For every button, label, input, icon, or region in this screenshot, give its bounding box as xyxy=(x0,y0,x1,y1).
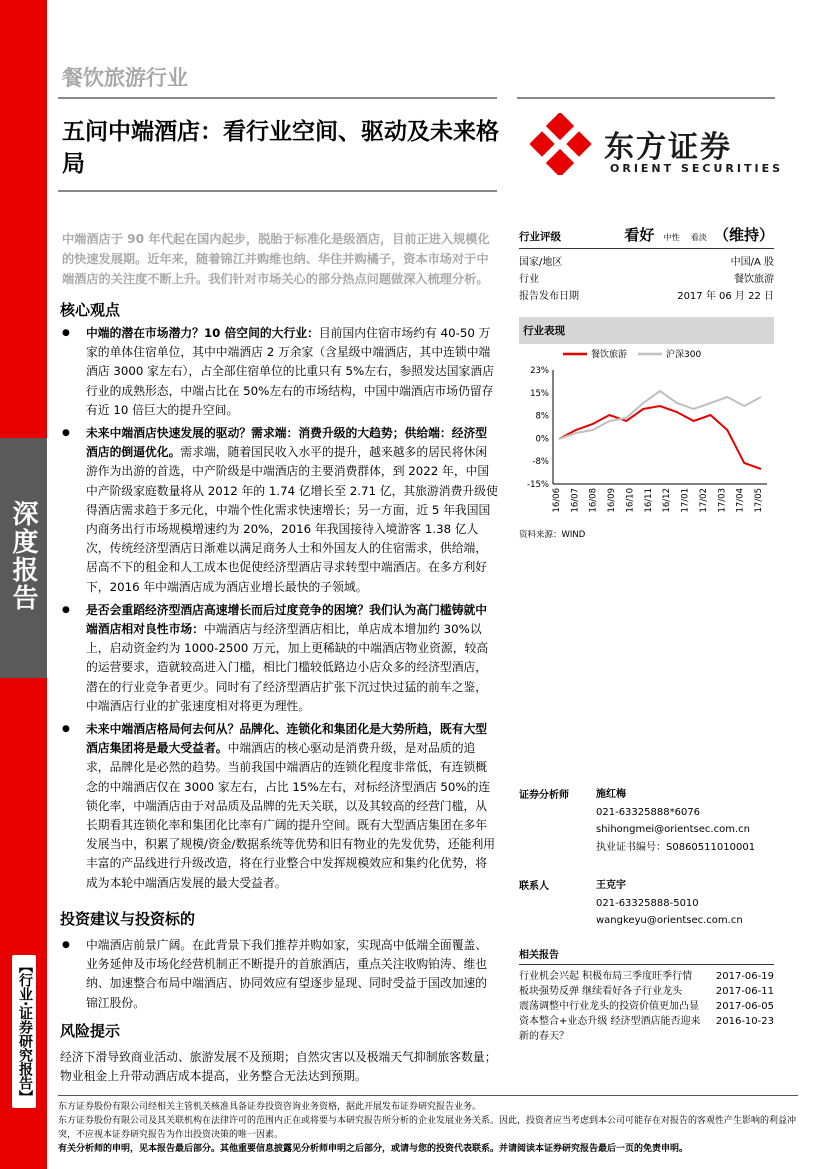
contact-phone: 021-63325888-5010 xyxy=(596,897,699,909)
legend-label: 沪深300 xyxy=(666,350,702,360)
analyst-phone: 021-63325888*6076 xyxy=(596,806,701,818)
bullet-text: 中端酒店的核心驱动是消费升级，是对品质的追求，品牌化是必然的趋势。当前我国中端酒店的连锁化程度非常低，有连锁概念的中端酒店仅在 3000 家左右，占比 15%左右，对标经济型酒店 50%的连锁化率，中端酒店由于对品质及品牌的先天关联，以及其较高的经营门槛，从长期看其连锁化率和集团化比率有广阔的提升空间。既有大型酒店集团在多年发展当中，积累了规模/资金/数据系统等优势和旧有物业的先发优势，还能利用丰富的产品线进行升级改造，将在行业整合中发挥规模效应和集约化优势，将成为本轮中端酒店发展的最大受益者。 xyxy=(86,741,496,890)
bullet-lead: 是否会重蹈经济型酒店高速增长而后过度竞争的困境？我们认为高门槛铸就中端酒店相对良性市场： xyxy=(86,602,488,637)
related-item[interactable] xyxy=(519,1014,774,1044)
related-date: 2016-10-23 xyxy=(715,1016,774,1027)
related-title[interactable]: 行业机会兴起 积极布局三季度旺季行情 xyxy=(519,971,693,982)
bullet-text: 中端酒店与经济型酒店相比，单店成本增加约 30%以上，启动资金约为 1000-2500 万元，加上更稀缺的中端酒店物业资源，较高的运营要求，造就较高进入门槛，相比门槛较低路边小店众多的经济型酒店，潜在的行业竞争者更少。同时有了经济型酒店扩张下沉过快过猛的前车之鉴，中端酒店行业的扩张速度相对将更为理性。 xyxy=(86,622,489,713)
y-tick-label: 8% xyxy=(535,411,549,422)
legend-label: 餐饮旅游 xyxy=(591,350,628,360)
y-tick-label: -15% xyxy=(527,480,549,490)
list-item xyxy=(60,601,498,716)
footer-line-conflict: 东方证券股份有限公司及其关联机构在法律许可的范围内正在或将要与本研究报告所分析的企业发展业务关系。因此，投资者应当考虑到本公司可能存在对报告的客观性产生影响的利益冲突，不应视本证券研究报告为作出投资决策的唯一因素。 xyxy=(58,1116,797,1140)
rating-value: 看好 xyxy=(624,226,655,244)
analyst-name: 施红梅 xyxy=(596,789,626,800)
rating-key: 报告发布日期 xyxy=(519,291,579,302)
rating-row-date xyxy=(519,288,774,305)
contact-name: 王克宇 xyxy=(596,880,626,891)
y-tick-label: 23% xyxy=(530,366,549,376)
bullet-lead: 未来中端酒店快速发展的驱动？需求端：消费升级的大趋势；供给端：经济型酒店的倒逼优化。 xyxy=(86,426,488,460)
footer-line-statement: 有关分析师的申明，见本报告最后部分。其他重要信息披露见分析师申明之后部分，或请与您的投资代表联系。并请阅读本证券研究报告最后一页的免责申明。 xyxy=(58,1144,689,1154)
x-tick-label: 16/07 xyxy=(570,488,581,513)
x-tick-label: 17/01 xyxy=(680,488,691,513)
investment-heading: 投资建议与投资标的 xyxy=(60,910,196,928)
logo-text-en: ORIENT SECURITIES xyxy=(610,162,784,175)
orient-logo-icon xyxy=(530,113,592,175)
risk-heading: 风险提示 xyxy=(60,1022,121,1040)
x-tick-label: 16/12 xyxy=(662,488,673,513)
analyst-info xyxy=(596,786,755,856)
related-date: 2017-06-05 xyxy=(715,1001,774,1012)
x-tick-label: 17/04 xyxy=(735,488,746,513)
rating-label: 行业评级 xyxy=(519,231,561,243)
related-title[interactable]: 震荡调整中行业龙头的投资价值更加凸显 xyxy=(519,1001,699,1012)
rating-option-neutral: 中性 xyxy=(663,233,680,242)
related-item[interactable] xyxy=(519,969,774,984)
series-line-餐饮旅游 xyxy=(559,406,761,469)
x-tick-label: 16/09 xyxy=(607,488,618,513)
intro-paragraph: 中端酒店于 90 年代起在国内起步，脱胎于标准化是级酒店，目前正进入规模化的快速发展期。近年来，随着锦江并购维也纳、华住并购橘子，资本市场对于中端酒店的关注度不断上升。我们针对市场关心的部分热点问题做深入梳理分析。 xyxy=(62,232,490,286)
investment-list xyxy=(60,936,498,1017)
related-heading: 相关报告 xyxy=(519,946,774,965)
x-tick-label: 17/03 xyxy=(717,488,728,513)
related-title[interactable]: 资本整合+业态升级 经济型酒店能否迎来新的春天？ xyxy=(519,1016,701,1042)
chart-title: 行业表现 xyxy=(519,317,774,344)
sector-label: 餐饮旅游行业 xyxy=(62,66,188,90)
footer-disclaimer xyxy=(58,1100,798,1156)
list-item xyxy=(60,720,498,893)
contact-email[interactable]: wangkeyu@orientsec.com.cn xyxy=(596,915,743,926)
series-line-沪深300 xyxy=(559,391,761,439)
related-item[interactable] xyxy=(519,999,774,1014)
industry-performance-panel xyxy=(519,317,774,344)
analyst-cert: 执业证书编号：S0860511010001 xyxy=(596,841,756,853)
bullet-lead: 中端的潜在市场潜力？10 倍空间的大行业： xyxy=(86,326,319,340)
list-item xyxy=(60,324,498,420)
related-date: 2017-06-19 xyxy=(715,971,774,982)
analyst-email[interactable]: shihongmei@orientsec.com.cn xyxy=(596,824,750,835)
x-tick-label: 16/08 xyxy=(588,488,599,513)
core-views-list xyxy=(60,324,498,897)
contact-label: 联系人 xyxy=(519,881,549,892)
risk-text: 经济下滑导致商业活动、旅游发展不及预期；自然灾害以及极端天气抑制旅客数量；物业租金上升带动酒店成本提高，业务整合无法达到预期。 xyxy=(60,1050,497,1083)
page-title: 五问中端酒店：看行业空间、驱动及未来格局 xyxy=(62,119,499,177)
list-item xyxy=(60,424,498,597)
rating-key: 行业 xyxy=(519,274,539,285)
related-reports xyxy=(519,946,774,1044)
footer-line-qualification: 东方证券股份有限公司经相关主管机关核准具备证券投资咨询业务资格，据此开展发布证券研究报告业务。 xyxy=(58,1102,482,1112)
related-date: 2017-06-11 xyxy=(715,986,774,997)
rating-val: 餐饮旅游 xyxy=(734,274,774,285)
logo-text-cn: 东方证券 xyxy=(604,130,732,165)
x-tick-label: 17/02 xyxy=(698,488,709,513)
footer-divider xyxy=(58,1095,798,1096)
y-tick-label: 0% xyxy=(535,434,549,445)
title-divider xyxy=(58,190,497,192)
related-item[interactable] xyxy=(519,984,774,999)
analyst-label: 证券分析师 xyxy=(519,790,569,801)
header-divider xyxy=(58,97,497,99)
rating-key: 国家/地区 xyxy=(519,257,563,268)
report-type-label: 深度报告 xyxy=(8,500,38,612)
rating-val: 中国/A 股 xyxy=(730,257,774,268)
bullet-lead: 未来中端酒店格局何去何从？品牌化、连锁化和集团化是大势所趋，既有大型酒店集团将是最大受益者。 xyxy=(86,722,488,756)
related-title[interactable]: 板块强势反弹 继续看好各子行业龙头 xyxy=(519,986,683,997)
contact-info xyxy=(596,877,743,930)
core-views-heading: 核心观点 xyxy=(60,301,121,319)
y-tick-label: -8% xyxy=(532,457,549,468)
rating-val: 2017 年 06 月 22 日 xyxy=(677,291,774,302)
rating-row-region xyxy=(519,254,774,271)
bullet-text: 需求端，随着国民收入水平的提升，越来越多的居民将休闲游作为出游的首选，中产阶级是中端酒店的主要消费群体，到 2022 年，中国中产阶级家庭数量将从 2012 年的 1.74 亿增长至 2.71 亿，其旅游消费升级使得酒店需求趋于多元化，中端个性化需求快速增长；另一方面，近 5 年我国国内商务出行市场规模增速约为 20%，2016 年我国接待入境游客 1.38 亿人次，传统经济型酒店日渐难以满足商务人士和外国友人的住宿需求，供给端，居高不下的租金和人工成本也促使经济型酒店寻求转型中端酒店。在多方利好下，2016 年中端酒店成为酒店业增长最快的子领域。 xyxy=(86,445,498,594)
x-tick-label: 17/05 xyxy=(754,488,764,513)
logo-divider xyxy=(517,97,775,99)
industry-performance-chart xyxy=(519,344,774,524)
chart-source: 资料来源：WIND xyxy=(519,530,586,540)
report-category-label: 【行业·证券研究报告】 xyxy=(12,955,36,1108)
rating-status: （维持） xyxy=(713,226,774,244)
y-tick-label: 15% xyxy=(530,388,549,399)
rating-panel xyxy=(519,224,774,305)
x-tick-label: 16/11 xyxy=(643,488,654,513)
bullet-text: 中端酒店前景广阔。在此背景下我们推荐并购如家，实现高中低端全面覆盖、业务延伸及市场化经营机制正不断提升的首旅酒店，重点关注收购铂涛、维也纳、加速整合布局中端酒店、协同效应有望逐步显现、同时受益于国改加速的锦江股份。 xyxy=(86,938,488,1010)
list-item xyxy=(60,936,498,1013)
rating-option-negative: 看淡 xyxy=(690,233,707,242)
bullet-text: 目前国内住宿市场约有 40-50 万家的单体住宿单位，其中中端酒店 2 万余家（含星级中端酒店，其中连锁中端酒店 3000 家左右），占全部住宿单位的比重只有 5%左右，参照发达国家酒店行业的成熟形态，中端占比在 50%左右的市场结构，中国中端酒店市场仍留存有近 10 倍巨大的提升空间。 xyxy=(86,326,494,417)
x-tick-label: 16/10 xyxy=(625,488,636,513)
x-tick-label: 16/06 xyxy=(552,488,562,513)
rating-row-industry xyxy=(519,271,774,288)
